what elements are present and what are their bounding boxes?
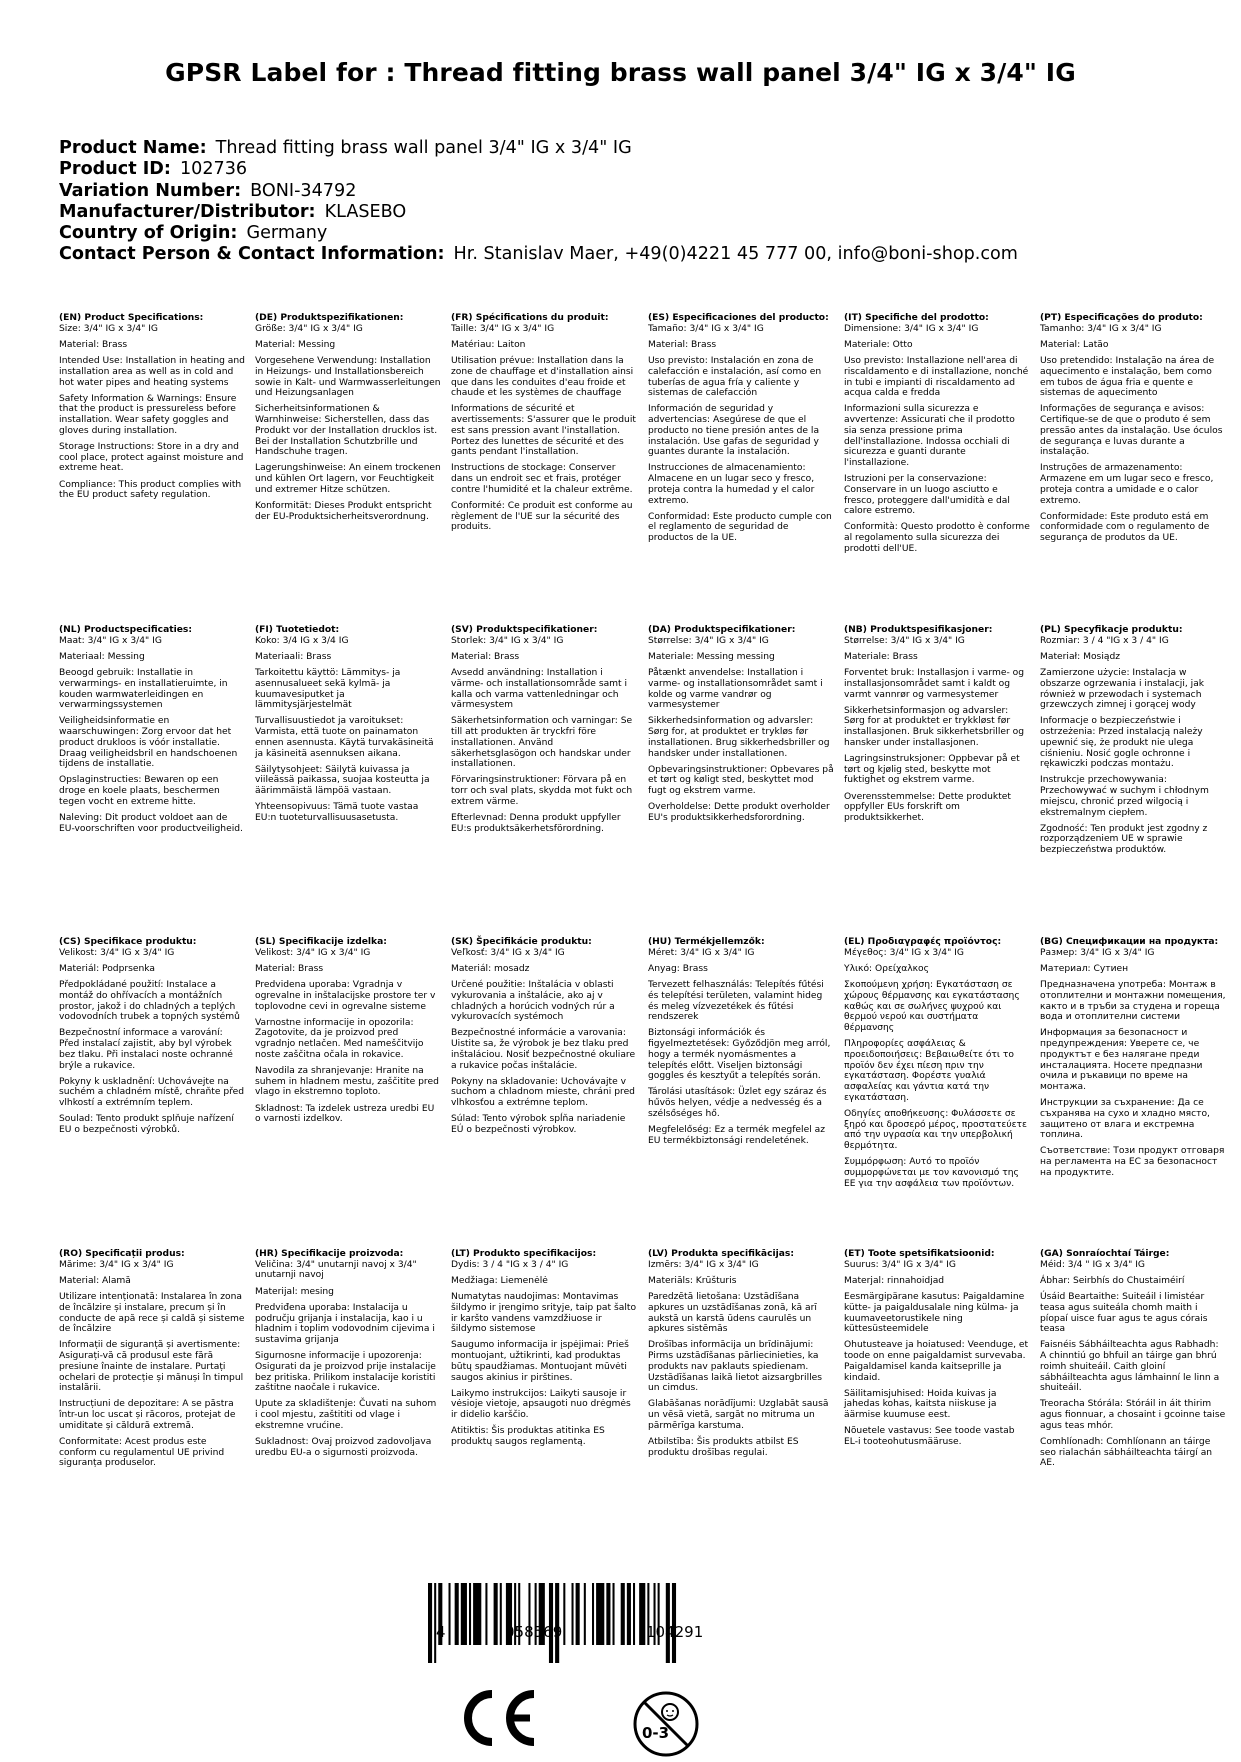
spec-section: Úsáid Beartaithe: Suiteáil i limistéar teasa agus suiteála chomh maith i píopaí uisce fuar agus te agus córais teasa (1040, 1292, 1208, 1335)
spec-section: Informações de segurança e avisos: Certifique-se de que o produto é sem pressão antes da instalação. Use óculos de segurança e luvas durante a instalação. (1040, 404, 1223, 458)
spec-section: Zamierzone użycie: Instalacja w obszarze ogrzewania i instalacji, jak również w przewodach i systemach grzewczych zimnej i gorącej wody (1040, 668, 1205, 711)
spec-section: Conformitate: Acest produs este conform cu regulamentul UE privind siguranța produselor. (59, 1437, 225, 1469)
spec-section: Laikymo instrukcijos: Laikyti sausoje ir vėsioje vietoje, apsaugoti nuo drėgmės ir didelio karščio. (451, 1388, 631, 1421)
spec-section: Pokyny k uskladnění: Uchovávejte na suchém a chladném místě, chraňte před vlhkostí a extrémním teplem. (59, 1076, 245, 1109)
product-info-value: KLASEBO (324, 201, 407, 222)
spec-section: Bezpečnostné informácie a varovania: Uistite sa, že výrobok je bez tlaku pred inštaláciou. Nosiť bezpečnostné okuliare a rukavice počas inštalácie. (451, 1028, 636, 1071)
spec-section: Atbilstība: Šis produkts atbilst ES produktu drošības regulai. (648, 1437, 799, 1458)
spec-material: Materiaali: Brass (255, 651, 332, 662)
spec-section: Συμμόρφωση: Αυτό το προϊόν συμμορφώνεται με τον κανονισμό της ΕΕ για την ασφάλεια των προϊόντων. (844, 1157, 1019, 1189)
spec-size: Tamanho: 3/4" IG x 3/4" IG (1040, 323, 1162, 334)
product-info-line (59, 223, 1018, 244)
product-info-label: Product Name: (59, 138, 207, 158)
spec-section: Veiligheidsinformatie en waarschuwingen: Zorg ervoor dat het product drukloos is vóór installatie. Draag veiligheidsbril en handschoenen tijdens de installatie. (59, 716, 238, 770)
spec-material: Material: Messing (255, 339, 336, 350)
spec-heading: (FI) Tuotetiedot: (255, 625, 340, 635)
spec-section: Instrucciones de almacenamiento: Almacene en un lugar seco y fresco, proteja contra la humedad y el calor extremo. (648, 463, 815, 506)
spec-section: Инструкции за съхранение: Да се съхранява на сухо и хладно място, защитено от влага и екстремна топлина. (1040, 1098, 1210, 1141)
spec-section: Drošības informācija un brīdinājumi: Pirms uzstādīšanas pārliecinieties, ka produkts nav paklauts spiedienam. Uzstādīšanas laikā lietot aizsargbrilles un cimdus. (648, 1340, 823, 1394)
spec-section: Förvaringsinstruktioner: Förvara på en torr och sval plats, skydda mot fukt och extrem värme. (451, 775, 633, 807)
spec-heading: (ES) Especificaciones del producto: (648, 313, 829, 323)
spec-section: Intended Use: Installation in heating and installation area as well as in cold and hot water pipes and heating systems (59, 356, 245, 388)
spec-section: Conformidade: Este produto está em conformidade com o regulamento de segurança de produtos da UE. (1040, 511, 1210, 544)
spec-heading: (RO) Specificații produs: (59, 1249, 185, 1259)
spec-heading: (SL) Specifikacije izdelka: (255, 937, 387, 947)
spec-section: Určené použitie: Inštalácia v oblasti vykurovania a inštalácie, ako aj v chladných a horúcich vodných rúr a vykurovacích systémoch (451, 980, 615, 1023)
barcode-bar (469, 1583, 471, 1645)
spec-material: Anyag: Brass (648, 963, 708, 974)
spec-heading: (LT) Produkto specifikacijos: (451, 1249, 597, 1259)
product-info-label: Variation Number: (59, 180, 242, 201)
spec-section: Utilisation prévue: Installation dans la zone de chauffage et d'installation ainsi que dans les conduites d'eau froide et chaude et les systèmes de chauffage (451, 356, 634, 399)
spec-section: Informații de siguranță și avertismente: Asigurați-vă că produsul este fără presiune înainte de instalare. Purtați ochelari de protecție și mănuși în timpul instalării. (59, 1340, 244, 1394)
spec-section: Uso pretendido: Instalação na área de aquecimento e instalação, bem como em tubos de água fria e quente e sistemas de aquecimento (1040, 356, 1215, 399)
spec-section: Beoogd gebruik: Installatie in verwarmings- en installatieruimte, in kouden warmwaterleidingen en verwarmingssystemen (59, 668, 228, 711)
language-spec-block (844, 625, 1030, 829)
language-spec-block (451, 937, 637, 1141)
spec-section: Soulad: Tento produkt splňuje nařízení EU o bezpečnosti výrobků. (59, 1114, 234, 1136)
spec-heading: (EL) Προδιαγραφές προϊόντος: (844, 937, 1002, 947)
spec-section: Lagringsinstruksjoner: Oppbevar på et tørt og kjølig sted, beskytte mot fuktighet og ekstrem varme. (844, 754, 1020, 786)
spec-section: Sikkerhetsinformasjon og advarsler: Sørg for at produktet er trykkløst før installasjonen. Bruk sikkerhetsbriller og hansker under installasjonen. (844, 705, 1024, 748)
product-info-line (59, 138, 1018, 159)
spec-size: Μέγεθος: 3/4" IG x 3/4" IG (844, 947, 964, 958)
spec-section: Conformidad: Este producto cumple con el reglamento de seguridad de productos de la UE. (648, 511, 832, 544)
spec-section: Varnostne informacije in opozorila: Zagotovite, da je proizvod pred vgradnjo netlačen. Med nameščitvijo noste zaščitna očala in rokavice. (255, 1017, 424, 1060)
spec-section: Информация за безопасност и предупреждения: Уверете се, че продуктът е без налягане преди инсталацията. Носете предпазни очила и ръкавици по време на монтажа. (1040, 1028, 1203, 1092)
barcode-bar (428, 1583, 432, 1663)
spec-heading: (DA) Produktspecifikationer: (648, 625, 796, 635)
spec-heading: (BG) Спецификации на продукта: (1040, 937, 1219, 947)
spec-size: Velikost: 3/4" IG x 3/4" IG (59, 947, 175, 958)
product-info-label: Contact Person & Contact Information: (59, 244, 445, 265)
spec-section: Tarkoitettu käyttö: Lämmitys- ja asennusalueet sekä kylmä- ja kuumavesiputket ja lämmitysjärjestelmät (255, 668, 401, 711)
spec-material: Material: Brass (255, 963, 324, 974)
language-spec-block (1040, 1249, 1226, 1475)
spec-section: Οδηγίες αποθήκευσης: Φυλάσσετε σε ξηρό και δροσερό μέρος, προστατεύετε από την υγρασία και την υπερβολική θερμότητα. (844, 1108, 1027, 1151)
spec-section: Biztonsági információk és figyelmeztetések: Győződjön meg arról, hogy a termék nyomásmentes a telepítés előtt. Viseljen biztonsági goggles és kesztyűt a telepítés során. (648, 1028, 831, 1082)
spec-section: Forventet bruk: Installasjon i varme- og installasjonsområdet samt i kaldt og varmt vannrør og varmesystemer (844, 668, 1025, 700)
spec-section: Sigurnosne informacije i upozorenja: Osigurati da je proizvod prije instalacije bez pritiska. Prilikom instalacije koristiti zaštitne naočale i rukavice. (255, 1351, 436, 1394)
product-info-line (59, 181, 1018, 202)
spec-heading: (SK) Špecifikácie produktu: (451, 937, 592, 947)
spec-section: Conformité: Ce produit est conforme au règlement de l'UE sur la sécurité des produits. (451, 501, 633, 533)
spec-section: Tervezett felhasználás: Telepítés fűtési és telepítési területen, valamint hideg és meleg vízvezetékek és fűtési rendszerek (648, 980, 824, 1023)
spec-size: Velikost: 3/4" IG x 3/4" IG (255, 947, 371, 958)
barcode-bar (584, 1583, 586, 1645)
spec-section: Tárolási utasítások: Üzlet egy száraz és hűvös helyen, védje a nedvesség és a szélsőséges hő. (648, 1087, 827, 1119)
spec-heading: (NB) Produktspesifikasjoner: (844, 625, 993, 635)
spec-heading: (PL) Specyfikacje produktu: (1040, 625, 1183, 635)
spec-section: Súlad: Tento výrobok spĺňa nariadenie EÚ o bezpečnosti výrobkov. (451, 1114, 626, 1136)
spec-material: Materiál: mosadz (451, 963, 530, 974)
spec-section: Uso previsto: Installazione nell'area di riscaldamento e di installazione, nonché in tubi e impianti di riscaldamento ad acqua calda e fredda (844, 356, 1029, 399)
spec-material: Материал: Сутиен (1040, 963, 1129, 974)
spec-size: Veličina: 3/4" unutarnji navoj x 3/4" unutarnji navoj (255, 1259, 417, 1281)
language-spec-block (844, 1249, 1030, 1453)
spec-section: Σκοπούμενη χρήση: Εγκατάσταση σε χώρους θέρμανσης και εγκατάστασης καθώς και σε σωλήνες ψυχρού και θερμού νερού και συστήματα θέρμανσης (844, 980, 1020, 1033)
spec-section: Treoracha Stórála: Stóráil in áit thirim agus fionnuar, a chosaint i gcoinne taise agus teas mhór. (1040, 1399, 1226, 1431)
spec-size: Größe: 3/4" IG x 3/4" IG (255, 323, 363, 334)
spec-section: Opbevaringsinstruktioner: Opbevares på et tørt og køligt sted, beskyttet mod fugt og ekstrem varme. (648, 764, 834, 797)
spec-section: Bezpečnostní informace a varování: Před instalací zajistit, aby byl výrobek bez tlaku. Při instalaci noste ochranné brýle a rukavice. (59, 1028, 233, 1071)
product-info-line (59, 202, 1018, 223)
language-spec-block (255, 1249, 441, 1464)
language-spec-block (1040, 625, 1226, 861)
spec-section: Predviđena uporaba: Instalacija u području grijanja i instalacija, kao i u hladnim i toplim vodovodnim cijevima i sustavima grijanja (255, 1302, 435, 1345)
spec-size: Tamaño: 3/4" IG x 3/4" IG (648, 323, 764, 334)
spec-material: Materiál: Podprsenka (59, 963, 156, 974)
spec-section: Instructions de stockage: Conserver dans un endroit sec et frais, protéger contre l'humidité et la chaleur extrême. (451, 463, 633, 495)
language-spec-block (648, 313, 834, 549)
spec-heading: (NL) Productspecificaties: (59, 625, 193, 635)
barcode-bar (563, 1583, 565, 1645)
spec-size: Koko: 3/4 IG x 3/4 IG (255, 635, 349, 646)
spec-size: Dydis: 3 / 4 "IG x 3 / 4" IG (451, 1259, 569, 1270)
barcode-bar (596, 1583, 604, 1645)
barcode-bar (572, 1583, 574, 1645)
product-info-block (59, 138, 1018, 266)
spec-material: Material: Brass (451, 651, 520, 662)
barcode-bar (639, 1583, 645, 1645)
spec-size: Størrelse: 3/4" IG x 3/4" IG (844, 635, 965, 646)
spec-section: Safety Information & Warnings: Ensure that the product is pressureless before installation. Wear safety goggles and gloves during installation. (59, 393, 237, 436)
barcode-bar (455, 1583, 459, 1645)
spec-material: Ábhar: Seirbhís do Chustaiméirí (1040, 1275, 1185, 1286)
spec-heading: (EN) Product Specifications: (59, 313, 204, 323)
barcode-digits-left: 058569 (505, 1623, 563, 1641)
spec-size: Méret: 3/4" IG x 3/4" IG (648, 947, 755, 958)
spec-size: Dimensione: 3/4" IG x 3/4" IG (844, 323, 979, 334)
spec-heading: (HR) Specifikacije proizvoda: (255, 1249, 404, 1259)
spec-section: Instrucțiuni de depozitare: A se păstra într-un loc uscat și răcoros, protejat de umiditate și căldură extremă. (59, 1399, 236, 1431)
spec-material: Materiale: Messing messing (648, 651, 775, 662)
spec-size: Размер: 3/4" IG x 3/4" IG (1040, 947, 1155, 958)
barcode-bar (633, 1583, 635, 1645)
spec-section: Sicherheitsinformationen & Warnhinweise: Sicherstellen, dass das Produkt vor der Installation drucklos ist. Bei der Installation Schutzbrille und Handschuhe tragen. (255, 404, 438, 458)
spec-size: Maat: 3/4" IG x 3/4" IG (59, 635, 162, 646)
spec-heading: (GA) Sonraíochtaí Táirge: (1040, 1249, 1170, 1259)
spec-section: Istruzioni per la conservazione: Conservare in un luogo asciutto e fresco, proteggere dall'umidità e dal calore estremo. (844, 474, 1010, 517)
barcode-digits-right: 104291 (646, 1623, 704, 1641)
spec-section: Informacje o bezpieczeństwie i ostrzeżenia: Przed instalacją należy upewnić się, że produkt nie ulega ciśnieniu. Nosić gogle ochronne i rękawiczki podczas montażu. (1040, 716, 1203, 770)
spec-heading: (SV) Produktspecifikationer: (451, 625, 598, 635)
spec-material: Materiał: Mosiądz (1040, 651, 1121, 662)
spec-section: Skladnost: Ta izdelek ustreza uredbi EU o varnosti izdelkov. (255, 1103, 435, 1125)
page-title: GPSR Label for : Thread fitting brass wall panel 3/4" IG x 3/4" IG (165, 58, 1076, 87)
spec-heading: (DE) Produktspezifikationen: (255, 313, 404, 323)
spec-material: Materijal: mesing (255, 1286, 334, 1297)
barcode-bar (485, 1583, 487, 1645)
product-info-value: Germany (246, 223, 328, 244)
age-warning-text: 0-3 (642, 1724, 670, 1742)
spec-section: Uso previsto: Instalación en zona de calefacción e instalación, así como en tuberías de agua fría y caliente y sistemas de calefacción (648, 356, 822, 399)
spec-size: Veľkosť: 3/4" IG x 3/4" IG (451, 947, 565, 958)
language-spec-block (451, 1249, 637, 1453)
spec-size: Størrelse: 3/4" IG x 3/4" IG (648, 635, 769, 646)
spec-section: Información de seguridad y advertencias: Asegúrese de que el producto no tiene presión antes de la instalación. Use gafas de seguridad y guantes durante la instalación. (648, 404, 820, 458)
spec-section: Navodila za shranjevanje: Hranite na suhem in hladnem mestu, zaščitite pred vlago in ekstremno toploto. (255, 1066, 439, 1098)
product-info-line (59, 159, 1018, 180)
spec-material: Materiaal: Messing (59, 651, 145, 662)
spec-section: Πληροφορίες ασφάλειας & προειδοποιήσεις: Βεβαιωθείτε ότι το προϊόν δεν έχει πίεση πριν την εγκατάσταση. Φορέστε γυαλιά ασφαλείας και γάντια κατά την εγκατάσταση. (844, 1039, 1014, 1103)
barcode-bar (473, 1583, 481, 1645)
language-spec-block (1040, 313, 1226, 549)
spec-heading: (LV) Produkta specifikācijas: (648, 1249, 794, 1259)
spec-heading: (ET) Toote spetsifikatsioonid: (844, 1249, 995, 1259)
language-spec-block (844, 937, 1030, 1195)
not-for-children-0-3-icon (632, 1690, 700, 1762)
language-spec-block (255, 625, 441, 829)
spec-size: Taille: 3/4" IG x 3/4" IG (451, 323, 555, 334)
spec-heading: (PT) Especificações do produto: (1040, 313, 1203, 323)
spec-section: Atitiktis: Šis produktas atitinka ES produktų saugos reglamentą. (451, 1426, 605, 1448)
product-info-label: Country of Origin: (59, 223, 238, 244)
spec-section: Megfelelőség: Ez a termék megfelel az EU termékbiztonsági rendeletének. (648, 1125, 826, 1146)
spec-material: Material: Alamă (59, 1275, 131, 1286)
spec-material: Medžiaga: Liemenėlė (451, 1275, 548, 1286)
spec-section: Upute za skladištenje: Čuvati na suhom i cool mjestu, zaštititi od vlage i ekstremne vrućine. (255, 1399, 437, 1431)
spec-section: Zgodność: Ten produkt jest zgodny z rozporządzeniem UE w sprawie bezpieczeństwa produktów. (1040, 823, 1208, 856)
spec-heading: (FR) Spécifications du produit: (451, 313, 609, 323)
language-spec-block (255, 313, 441, 528)
spec-section: Conformità: Questo prodotto è conforme al regolamento sulla sicurezza dei prodotti dell'UE. (844, 522, 1030, 554)
spec-section: Sukladnost: Ovaj proizvod zadovoljava uredbu EU-a o sigurnosti proizvoda. (255, 1437, 432, 1458)
spec-section: Instrukcje przechowywania: Przechowywać w suchym i chłodnym miejscu, chronić przed wilgocią i ekstremalnym ciepłem. (1040, 775, 1209, 818)
spec-heading: (CS) Specifikace produktu: (59, 937, 197, 947)
spec-section: Naleving: Dit product voldoet aan de EU-voorschriften voor productveiligheid. (59, 813, 243, 834)
spec-section: Предназначена употреба: Монтаж в отоплителни и монтажни помещения, както и в тръби за студена и гореща вода и отоплителни системи (1040, 980, 1226, 1023)
spec-material: Material: Latão (1040, 339, 1109, 350)
spec-material: Materiale: Otto (844, 339, 913, 350)
product-info-value: Hr. Stanislav Maer, +49(0)4221 45 777 00, info@boni-shop.com (453, 244, 1018, 265)
spec-section: Paredzētā lietošana: Uzstādīšana apkures un uzstādīšanas zonā, kā arī aukstā un karstā ūdens caurulēs un apkures sistēmās (648, 1292, 817, 1335)
product-info-value: 102736 (179, 159, 248, 180)
barcode-bar (621, 1583, 625, 1645)
spec-section: Overensstemmelse: Dette produktet oppfyller EUs forskrift om produktsikkerhet. (844, 791, 1011, 824)
spec-section: Opslaginstructies: Bewaren op een droge en koele plaats, beschermen tegen vocht en extreme hitte. (59, 775, 220, 807)
spec-size: Izmērs: 3/4" IG x 3/4" IG (648, 1259, 759, 1270)
spec-section: Compliance: This product complies with the EU product safety regulation. (59, 479, 242, 501)
spec-size: Suurus: 3/4" IG x 3/4" IG (844, 1259, 956, 1270)
product-info-value: Thread fitting brass wall panel 3/4" IG x 3/4" IG (215, 138, 632, 158)
spec-material: Υλικό: Ορείχαλκος (844, 963, 929, 974)
language-spec-block (648, 937, 834, 1152)
language-spec-block (648, 625, 834, 829)
spec-section: Informations de sécurité et avertissements: S'assurer que le produit est sans pression avant l'installation. Portez des lunettes de sécurité et des gants pendant l'installation. (451, 404, 636, 458)
language-spec-block (648, 1249, 834, 1464)
spec-section: Vorgesehene Verwendung: Installation in Heizungs- und Installationsbereich sowie in Kalt- und Warmwasserleitungen und Heizungsanlagen (255, 356, 441, 399)
language-spec-block (59, 1249, 245, 1475)
spec-material: Material: Brass (59, 339, 128, 350)
spec-section: Utilizare intenționată: Instalarea în zona de încălzire și instalare, precum și în conducte de apă rece și caldă și sisteme de încălzire (59, 1292, 245, 1335)
spec-section: Sikkerhedsinformation og advarsler: Sørg for, at produktet er trykløs før installationen. Brug sikkerhedsbriller og handsker under installationen. (648, 716, 830, 759)
spec-section: Předpokládané použití: Instalace a montáž do ohřívacích a montážních prostor, jakož i do chladných a teplých vodovodních trubek a topných systémů (59, 980, 240, 1023)
spec-size: Mărime: 3/4" IG x 3/4" IG (59, 1259, 174, 1270)
spec-material: Materjal: rinnahoidjad (844, 1275, 945, 1286)
spec-section: Efterlevnad: Denna produkt uppfyller EU:s produktsäkerhetsförordning. (451, 813, 621, 834)
spec-section: Säkerhetsinformation och varningar: Se till att produkten är tryckfri före installationen. Använd säkerhetsglasögon och handskar under installationen. (451, 716, 633, 770)
ce-mark-icon (456, 1688, 538, 1752)
spec-section: Säilytysohjeet: Säilytä kuivassa ja viileässä paikassa, suojaa kosteutta ja äärimmäistä lämpöä vastaan. (255, 764, 430, 797)
barcode-digit-first: 4 (436, 1623, 446, 1641)
spec-section: Konformität: Dieses Produkt entspricht der EU-Produktsicherheitsverordnung. (255, 501, 432, 522)
language-spec-block (844, 313, 1030, 560)
spec-section: Glabāšanas norādījumi: Uzglabāt sausā un vēsā vietā, sargāt no mitruma un pārmērīga karstuma. (648, 1399, 829, 1431)
barcode-bar (576, 1583, 580, 1645)
language-spec-block (451, 313, 637, 539)
barcode-bar (449, 1583, 451, 1645)
spec-section: Overholdelse: Dette produkt overholder EU's produktsikkerhedsforordning. (648, 802, 830, 824)
spec-section: Comhlíonadh: Comhlíonann an táirge seo rialachán sábháilteachta táirgí an AE. (1040, 1437, 1213, 1469)
spec-section: Avsedd användning: Installation i värme- och installationsområde samt i kalla och varma vattenledningar och värmesystem (451, 668, 628, 711)
spec-section: Nõuetele vastavus: See toode vastab EL-i tooteohutusmääruse. (844, 1426, 1015, 1448)
spec-section: Eesmärgipärane kasutus: Paigaldamine kütte- ja paigaldusalale ning külma- ja kuumaveetorustikele ning küttesüsteemidele (844, 1292, 1025, 1335)
language-spec-block (59, 625, 245, 840)
spec-material: Matériau: Laiton (451, 339, 526, 350)
barcode-bar (461, 1583, 467, 1645)
barcode-bar (606, 1583, 610, 1645)
spec-section: Faisnéis Sábháilteachta agus Rabhadh: A chinntiú go bhfuil an táirge gan bhrú roimh shuiteáil. Caith gloiní sábháilteachta agus lámhainní le linn a shuiteáil. (1040, 1340, 1220, 1394)
spec-section: Storage Instructions: Store in a dry and cool place, protect against moisture and extreme heat. (59, 442, 244, 474)
spec-size: Storlek: 3/4" IG x 3/4" IG (451, 635, 564, 646)
language-spec-block (59, 937, 245, 1141)
spec-heading: (IT) Specifiche del prodotto: (844, 313, 989, 323)
spec-size: Méid: 3/4 " IG x 3/4" IG (1040, 1259, 1145, 1270)
spec-section: Numatytas naudojimas: Montavimas šildymo ir įrengimo srityje, taip pat šalto ir karšto vandens vamzdžiuose ir šildymo sistemose (451, 1292, 637, 1335)
spec-heading: (HU) Termékjellemzők: (648, 937, 765, 947)
spec-section: Predvidena uporaba: Vgradnja v ogrevalne in inštalacijske prostore ter v toplovodne cevi in ogrevalne sisteme (255, 980, 436, 1012)
product-info-label: Manufacturer/Distributor: (59, 201, 316, 222)
spec-section: Säilitamisjuhised: Hoida kuivas ja jahedas kohas, kaitsta niiskuse ja äärmise kuumuse eest. (844, 1388, 997, 1421)
barcode-bar (500, 1583, 502, 1645)
spec-section: Ohutusteave ja hoiatused: Veenduge, et toode on enne paigaldamist survevaba. Paigaldamisel kanda kaitseprille ja kindaid. (844, 1340, 1029, 1383)
product-info-value: BONI-34792 (250, 180, 357, 201)
spec-material: Materiale: Brass (844, 651, 918, 662)
spec-section: Informazioni sulla sicurezza e avvertenze: Assicurati che il prodotto sia senza pressione prima dell'installazione. Indossa occhiali di sicurezza e guanti durante l'installazione. (844, 404, 1015, 468)
language-spec-block (1040, 937, 1226, 1184)
spec-section: Pokyny na skladovanie: Uchovávajte v suchom a chladnom mieste, chráni pred vlhkosťou a extrémne teplom. (451, 1076, 635, 1109)
spec-section: Turvallisuustiedot ja varoitukset: Varmista, että tuote on painamaton ennen asennusta. Käytä turvakäsineitä ja käsineitä asennuksen aikana. (255, 716, 434, 759)
barcode-bar (613, 1583, 615, 1645)
spec-material: Materiāls: Krūšturis (648, 1275, 737, 1286)
language-spec-block (59, 313, 245, 507)
spec-section: Съответствие: Този продукт отговаря на регламента на ЕС за безопасност на продуктите. (1040, 1146, 1225, 1178)
barcode-bar (494, 1583, 498, 1645)
product-info-line (59, 244, 1018, 265)
spec-section: Instruções de armazenamento: Armazene em um lugar seco e fresco, proteja contra a umidade e o calor extremo. (1040, 463, 1214, 506)
spec-section: Saugumo informacija ir įspėjimai: Prieš montuojant, užtikrinti, kad produktas būtų spaudžiamas. Montuojant mūvėti saugos akinius ir pirštines. (451, 1340, 629, 1383)
barcode-bar (627, 1583, 631, 1645)
spec-section: Påtænkt anvendelse: Installation i varme- og installationsområdet samt i kolde og varme vandrør og varmesystemer (648, 668, 823, 711)
spec-section: Yhteensopivuus: Tämä tuote vastaa EU:n tuoteturvallisuusasetusta. (255, 802, 419, 824)
product-info-label: Product ID: (59, 159, 171, 180)
language-spec-block (451, 625, 637, 840)
language-spec-block (255, 937, 441, 1131)
barcode-bar (592, 1583, 594, 1645)
spec-size: Size: 3/4" IG x 3/4" IG (59, 323, 158, 334)
spec-size: Rozmiar: 3 / 4 "IG x 3 / 4" IG (1040, 635, 1169, 646)
spec-section: Lagerungshinweise: An einem trockenen und kühlen Ort lagern, vor Feuchtigkeit und extremer Hitze schützen. (255, 463, 441, 495)
spec-material: Material: Brass (648, 339, 717, 350)
